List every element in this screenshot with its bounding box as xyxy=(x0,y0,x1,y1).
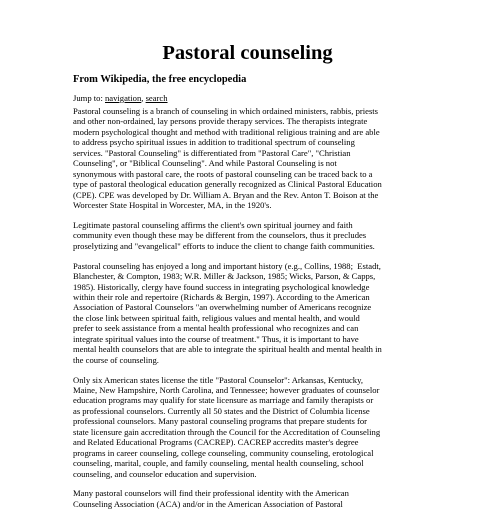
paragraph-line: and Related Educational Programs (CACREP). CACREP accredits master's degree xyxy=(73,437,359,448)
paragraph-line: Only six American states license the title "Pastoral Counselor": Arkansas, Kentucky, xyxy=(73,374,363,385)
paragraph xyxy=(73,375,425,479)
paragraph xyxy=(73,106,425,210)
paragraph-line: to address psycho spiritual issues in addition to traditional spectrum of counseling xyxy=(73,137,355,148)
paragraph-line: Pastoral counseling has enjoyed a long and important history (e.g., Collins, 1988; Estadt, xyxy=(73,260,381,271)
paragraph-line: Worcester State Hospital in Worcester, MA, in the 1920's. xyxy=(73,199,272,210)
paragraph-line: Maine, New Hampshire, North Carolina, and Tennessee; however graduates of counselor xyxy=(73,385,380,395)
paragraph-line: proselytizing and "evangelical" efforts to induce the client to change faith communities. xyxy=(73,240,375,251)
paragraph xyxy=(73,220,425,251)
paragraph-line: the close link between spiritual faith, religious values and mental health, and would xyxy=(73,312,360,323)
paragraph-line: counseling, marital, couple, and family counseling, mental health counseling, school xyxy=(73,458,364,469)
search-link[interactable]: search xyxy=(145,93,168,103)
paragraph-line: modern psychological thought and method with traditional religious training and are able xyxy=(73,126,380,137)
paragraph-line: programs in career counseling, college counseling, community counseling, erotological xyxy=(73,447,374,458)
paragraph-line: as professional counselors. Currently all 50 states and the District of Columbia license xyxy=(73,405,370,416)
paragraph xyxy=(73,261,425,365)
paragraph-line: Blanchester, & Compton, 1983; W.R. Miller & Jackson, 1985; Wicks, Parson, & Capps, xyxy=(73,271,376,282)
paragraph-line: integrate spiritual values into the course of treatment." Thus, it is important to have xyxy=(73,333,359,344)
paragraph-line: synonymous with pastoral care, the roots of pastoral counseling can be traced back to a xyxy=(73,168,373,179)
paragraph-line: mental health counselors that are able to integrate the spiritual health and mental health in xyxy=(73,344,382,355)
paragraph-line: Many pastoral counselors will find their professional identity with the American xyxy=(73,488,349,499)
article-body xyxy=(73,106,425,519)
paragraph-line: counseling, and counselor education and supervision. xyxy=(73,468,257,479)
paragraph-line: Counseling", or "Biblical Counseling". And while Pastoral Counseling is not xyxy=(73,158,337,169)
jump-separator: , xyxy=(141,93,146,103)
paragraph-line: community even though these may be different from the counselors, thus it precludes xyxy=(73,230,367,241)
paragraph-line: Legitimate pastoral counseling affirms the client's own spiritual journey and faith xyxy=(73,219,353,230)
page-title: Pastoral counseling xyxy=(162,42,333,64)
paragraph-line: type of pastoral theological education generally recognized as Clinical Pastoral Education xyxy=(73,179,382,190)
paragraph-line: (CPE). CPE was developed by Dr. William A. Bryan and the Rev. Anton T. Boison at the xyxy=(73,189,379,200)
paragraph-line: prefer to seek assistance from a mental health professional who recognizes and can xyxy=(73,323,359,334)
paragraph-line: professional counselors. Many pastoral counseling programs that prepare students for xyxy=(73,416,368,427)
paragraph-line: Association of Pastoral Counselors "an overwhelming number of Americans recognize xyxy=(73,302,372,313)
paragraph-line: Pastoral counseling is a branch of counseling in which ordained ministers, rabbis, priests xyxy=(73,106,379,116)
paragraph xyxy=(73,488,425,509)
source-subtitle: From Wikipedia, the free encyclopedia xyxy=(73,74,247,85)
paragraph-line: services. "Pastoral Counseling" is differentiated from "Pastoral Care", "Christian xyxy=(73,147,351,158)
paragraph-line: the course of counseling. xyxy=(73,354,159,365)
jump-to-links xyxy=(73,93,168,104)
paragraph-line: within their role and repertoire (Richards & Bergin, 1997). According to the American xyxy=(73,292,370,302)
paragraph-line: Counseling Association (ACA) and/or in the American Association of Pastoral xyxy=(73,498,343,509)
navigation-link[interactable]: navigation xyxy=(105,93,142,103)
paragraph-line: education programs may qualify for state licensure as marriage and family therapists or xyxy=(73,395,374,406)
paragraph-line: 1985). Historically, clergy have found success in integrating psychological knowledge xyxy=(73,281,370,292)
paragraph-line: state licensure gain accreditation through the Council for the Accreditation of Counseling xyxy=(73,426,381,437)
paragraph-line: and other non-ordained, lay persons provide therapy services. The therapists integrate xyxy=(73,116,368,127)
jump-prefix: Jump to: xyxy=(73,93,105,103)
